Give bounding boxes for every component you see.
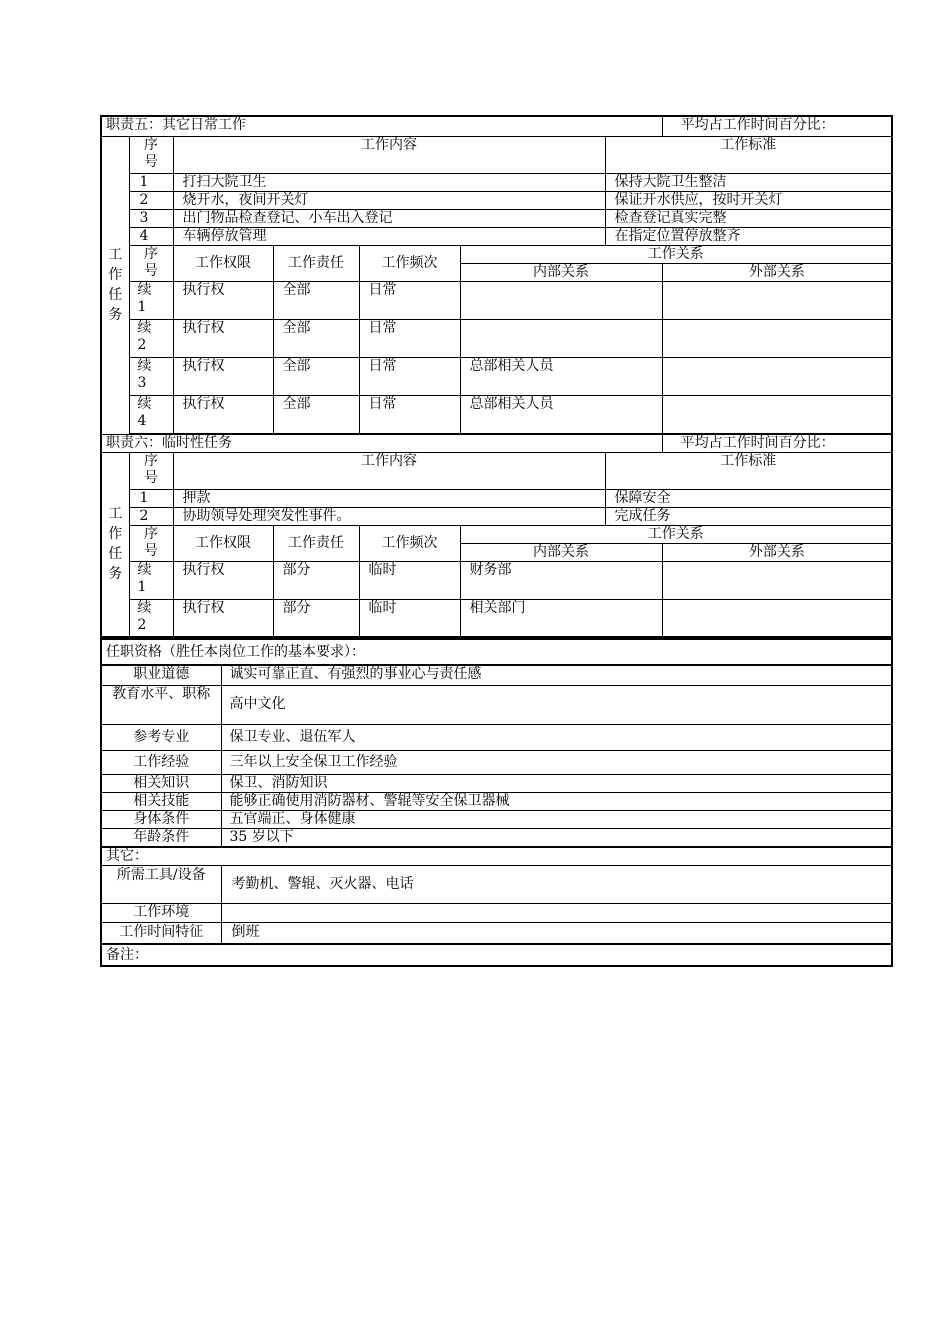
qual-label: 参考专业 — [101, 724, 221, 750]
rel-no: 续4 — [129, 395, 173, 433]
other-label: 所需工具/设备 — [101, 865, 221, 903]
task-no: 2 — [129, 191, 173, 209]
rel-responsibility: 全部 — [273, 319, 359, 357]
table-row — [101, 191, 892, 209]
duty6-time-label: 平均占工作时间百分比： — [662, 434, 892, 452]
rel-frequency-header: 工作频次 — [359, 525, 460, 561]
rel-authority-header: 工作权限 — [173, 525, 273, 561]
table-row — [101, 774, 892, 792]
task-no: 1 — [129, 173, 173, 191]
duty5-time-label: 平均占工作时间百分比： — [662, 116, 892, 136]
task-content: 打扫大院卫生 — [173, 173, 605, 191]
duty6-task-header-row — [101, 452, 892, 489]
rel-internal: 财务部 — [460, 561, 662, 599]
table-row — [101, 357, 892, 395]
table-row — [101, 865, 892, 903]
duty5-title-row — [101, 116, 892, 136]
qual-value: 五官端正、身体健康 — [221, 810, 892, 828]
table-row — [101, 507, 892, 525]
rel-no: 续2 — [129, 319, 173, 357]
qual-label: 身体条件 — [101, 810, 221, 828]
note-row — [101, 944, 892, 966]
table-row — [101, 810, 892, 828]
task-standard: 保持大院卫生整洁 — [605, 173, 892, 191]
rel-frequency: 日常 — [359, 319, 460, 357]
duty5-standard-header: 工作标准 — [605, 136, 892, 173]
rel-frequency: 日常 — [359, 357, 460, 395]
qual-value: 能够正确使用消防器材、警辊等安全保卫器械 — [221, 792, 892, 810]
note-label: 备注： — [101, 944, 892, 966]
qual-value: 诚实可靠正直、有强烈的事业心与责任感 — [221, 665, 892, 685]
rel-seq-header: 序号 — [129, 245, 173, 281]
duty6-title: 职责六：临时性任务 — [101, 434, 662, 452]
rel-frequency-header: 工作频次 — [359, 245, 460, 281]
duty5-content-header: 工作内容 — [173, 136, 605, 173]
qual-value: 高中文化 — [221, 685, 892, 724]
other-title: 其它： — [101, 847, 892, 866]
qual-label: 相关知识 — [101, 774, 221, 792]
duty6-content-header: 工作内容 — [173, 452, 605, 489]
task-standard: 保障安全 — [605, 489, 892, 507]
qual-label: 工作经验 — [101, 750, 221, 774]
duty6-side-label: 工作任务 — [101, 452, 129, 637]
other-label: 工作时间特征 — [101, 922, 221, 944]
qual-value: 保卫、消防知识 — [221, 774, 892, 792]
task-standard: 保证开水供应，按时开关灯 — [605, 191, 892, 209]
rel-internal: 相关部门 — [460, 599, 662, 637]
rel-authority: 执行权 — [173, 599, 273, 637]
table-row — [101, 665, 892, 685]
qual-value: 35 岁以下 — [221, 828, 892, 847]
rel-authority: 执行权 — [173, 281, 273, 319]
rel-authority: 执行权 — [173, 319, 273, 357]
rel-responsibility: 部分 — [273, 561, 359, 599]
job-description-document — [100, 115, 891, 967]
rel-no: 续1 — [129, 281, 173, 319]
rel-external-header: 外部关系 — [662, 543, 892, 561]
duty6-title-row — [101, 434, 892, 452]
table-row — [101, 173, 892, 191]
rel-authority: 执行权 — [173, 357, 273, 395]
qual-value: 保卫专业、退伍军人 — [221, 724, 892, 750]
rel-internal — [460, 281, 662, 319]
duty6-standard-header: 工作标准 — [605, 452, 892, 489]
table-row — [101, 903, 892, 922]
qualifications-table — [100, 638, 893, 967]
rel-responsibility: 部分 — [273, 599, 359, 637]
rel-external — [662, 357, 892, 395]
rel-external-header: 外部关系 — [662, 263, 892, 281]
task-no: 4 — [129, 227, 173, 245]
task-content: 烧开水，夜间开关灯 — [173, 191, 605, 209]
rel-responsibility-header: 工作责任 — [273, 525, 359, 561]
task-content: 协助领导处理突发性事件。 — [173, 507, 605, 525]
other-value: 倒班 — [221, 922, 892, 944]
qual-label: 职业道德 — [101, 665, 221, 685]
duty5-task-header-row — [101, 136, 892, 173]
rel-external — [662, 561, 892, 599]
table-row — [101, 281, 892, 319]
duty5-seq-header: 序号 — [129, 136, 173, 173]
rel-internal: 总部相关人员 — [460, 357, 662, 395]
rel-authority: 执行权 — [173, 561, 273, 599]
other-value — [221, 903, 892, 922]
table-row — [101, 209, 892, 227]
table-row — [101, 599, 892, 637]
rel-external — [662, 599, 892, 637]
duty5-relation-header-row — [101, 245, 892, 263]
rel-relation-header: 工作关系 — [460, 525, 892, 543]
table-row — [101, 750, 892, 774]
rel-responsibility: 全部 — [273, 357, 359, 395]
other-label: 工作环境 — [101, 903, 221, 922]
table-row — [101, 319, 892, 357]
task-content: 车辆停放管理 — [173, 227, 605, 245]
rel-authority: 执行权 — [173, 395, 273, 433]
duty6-relation-header-row — [101, 525, 892, 543]
task-no: 3 — [129, 209, 173, 227]
table-row — [101, 561, 892, 599]
task-no: 2 — [129, 507, 173, 525]
rel-internal-header: 内部关系 — [460, 543, 662, 561]
rel-relation-header: 工作关系 — [460, 245, 892, 263]
rel-seq-header: 序号 — [129, 525, 173, 561]
table-row — [101, 922, 892, 944]
rel-no: 续3 — [129, 357, 173, 395]
table-row — [101, 489, 892, 507]
rel-external — [662, 395, 892, 433]
qual-label: 教育水平、职称 — [101, 685, 221, 724]
rel-frequency: 临时 — [359, 599, 460, 637]
task-no: 1 — [129, 489, 173, 507]
task-standard: 完成任务 — [605, 507, 892, 525]
other-title-row — [101, 847, 892, 866]
qual-value: 三年以上安全保卫工作经验 — [221, 750, 892, 774]
rel-internal — [460, 319, 662, 357]
other-value: 考勤机、警辊、灭火器、电话 — [221, 865, 892, 903]
rel-no: 续2 — [129, 599, 173, 637]
table-row — [101, 395, 892, 433]
duty5-title: 职责五：其它日常工作 — [101, 116, 662, 136]
rel-frequency: 日常 — [359, 395, 460, 433]
duty5-side-label: 工作任务 — [101, 136, 129, 434]
rel-external — [662, 281, 892, 319]
table-row — [101, 685, 892, 724]
table-row — [101, 792, 892, 810]
rel-authority-header: 工作权限 — [173, 245, 273, 281]
qual-label: 相关技能 — [101, 792, 221, 810]
qual-label: 年龄条件 — [101, 828, 221, 847]
task-content: 押款 — [173, 489, 605, 507]
rel-internal-header: 内部关系 — [460, 263, 662, 281]
rel-responsibility-header: 工作责任 — [273, 245, 359, 281]
qualifications-title: 任职资格（胜任本岗位工作的基本要求）： — [101, 639, 892, 665]
table-row — [101, 227, 892, 245]
duty6-seq-header: 序号 — [129, 452, 173, 489]
task-content: 出门物品检查登记、小车出入登记 — [173, 209, 605, 227]
task-standard: 检查登记真实完整 — [605, 209, 892, 227]
rel-responsibility: 全部 — [273, 281, 359, 319]
task-standard: 在指定位置停放整齐 — [605, 227, 892, 245]
rel-external — [662, 319, 892, 357]
rel-no: 续1 — [129, 561, 173, 599]
rel-responsibility: 全部 — [273, 395, 359, 433]
table-row — [101, 724, 892, 750]
job-description-table — [100, 115, 893, 638]
qualifications-title-row — [101, 639, 892, 665]
table-row — [101, 828, 892, 847]
rel-internal: 总部相关人员 — [460, 395, 662, 433]
rel-frequency: 日常 — [359, 281, 460, 319]
rel-frequency: 临时 — [359, 561, 460, 599]
